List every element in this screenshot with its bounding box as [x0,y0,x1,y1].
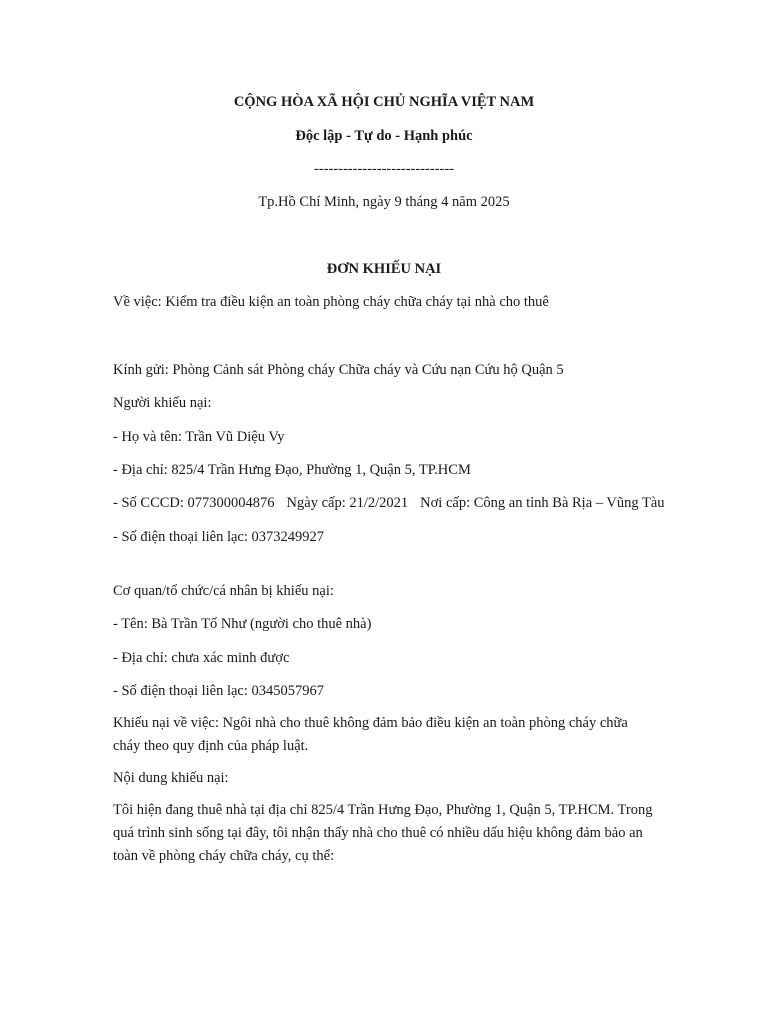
complaint-matter: Khiếu nại về việc: Ngôi nhà cho thuê không đảm bảo điều kiện an toàn phòng cháy chữa cháy theo quy định của pháp luật. [113,715,628,754]
subject-line: Về việc: Kiểm tra điều kiện an toàn phòng cháy chữa cháy tại nhà cho thuê [113,294,549,310]
complainant-id-number: - Số CCCD: 077300004876 [113,495,275,511]
respondent-phone: - Số điện thoại liên lạc: 0345057967 [113,683,325,699]
header-divider: ----------------------------- [313,161,455,177]
complainant-issue-date: Ngày cấp: 21/2/2021 [286,495,409,511]
complainant-heading: Người khiếu nại: [113,395,212,411]
recipient-line: Kính gửi: Phòng Cảnh sát Phòng cháy Chữa cháy và Cứu nạn Cứu hộ Quận 5 [113,362,564,378]
place-date: Tp.Hồ Chí Minh, ngày 9 tháng 4 năm 2025 [258,194,510,210]
document-title: ĐƠN KHIẾU NẠI [326,261,442,277]
complainant-address: - Địa chỉ: 825/4 Trần Hưng Đạo, Phường 1, Quận 5, TP.HCM [113,462,471,478]
complaint-content-heading: Nội dung khiếu nại: [113,770,229,786]
complaint-content-body: Tôi hiện đang thuê nhà tại địa chỉ 825/4 Trần Hưng Đạo, Phường 1, Quận 5, TP.HCM. Trong quá trình sinh sống tại đây, tôi nhận thấy nhà cho thuê có nhiều dấu hiệu không đảm bảo an toàn về phòng cháy chữa cháy, cụ thể: [113,802,653,864]
respondent-address: - Địa chỉ: chưa xác minh được [113,650,290,666]
respondent-heading: Cơ quan/tổ chức/cá nhân bị khiếu nại: [113,583,334,599]
complainant-name: - Họ và tên: Trần Vũ Diệu Vy [113,429,285,445]
complainant-id-row [113,494,665,512]
complainant-issue-place: Nơi cấp: Công an tỉnh Bà Rịa – Vũng Tàu [420,495,665,511]
respondent-name: - Tên: Bà Trần Tố Như (người cho thuê nhà) [113,616,372,632]
complainant-phone: - Số điện thoại liên lạc: 0373249927 [113,529,325,545]
motto: Độc lập - Tự do - Hạnh phúc [295,128,473,144]
national-title: CỘNG HÒA XÃ HỘI CHỦ NGHĨA VIỆT NAM [233,94,535,110]
